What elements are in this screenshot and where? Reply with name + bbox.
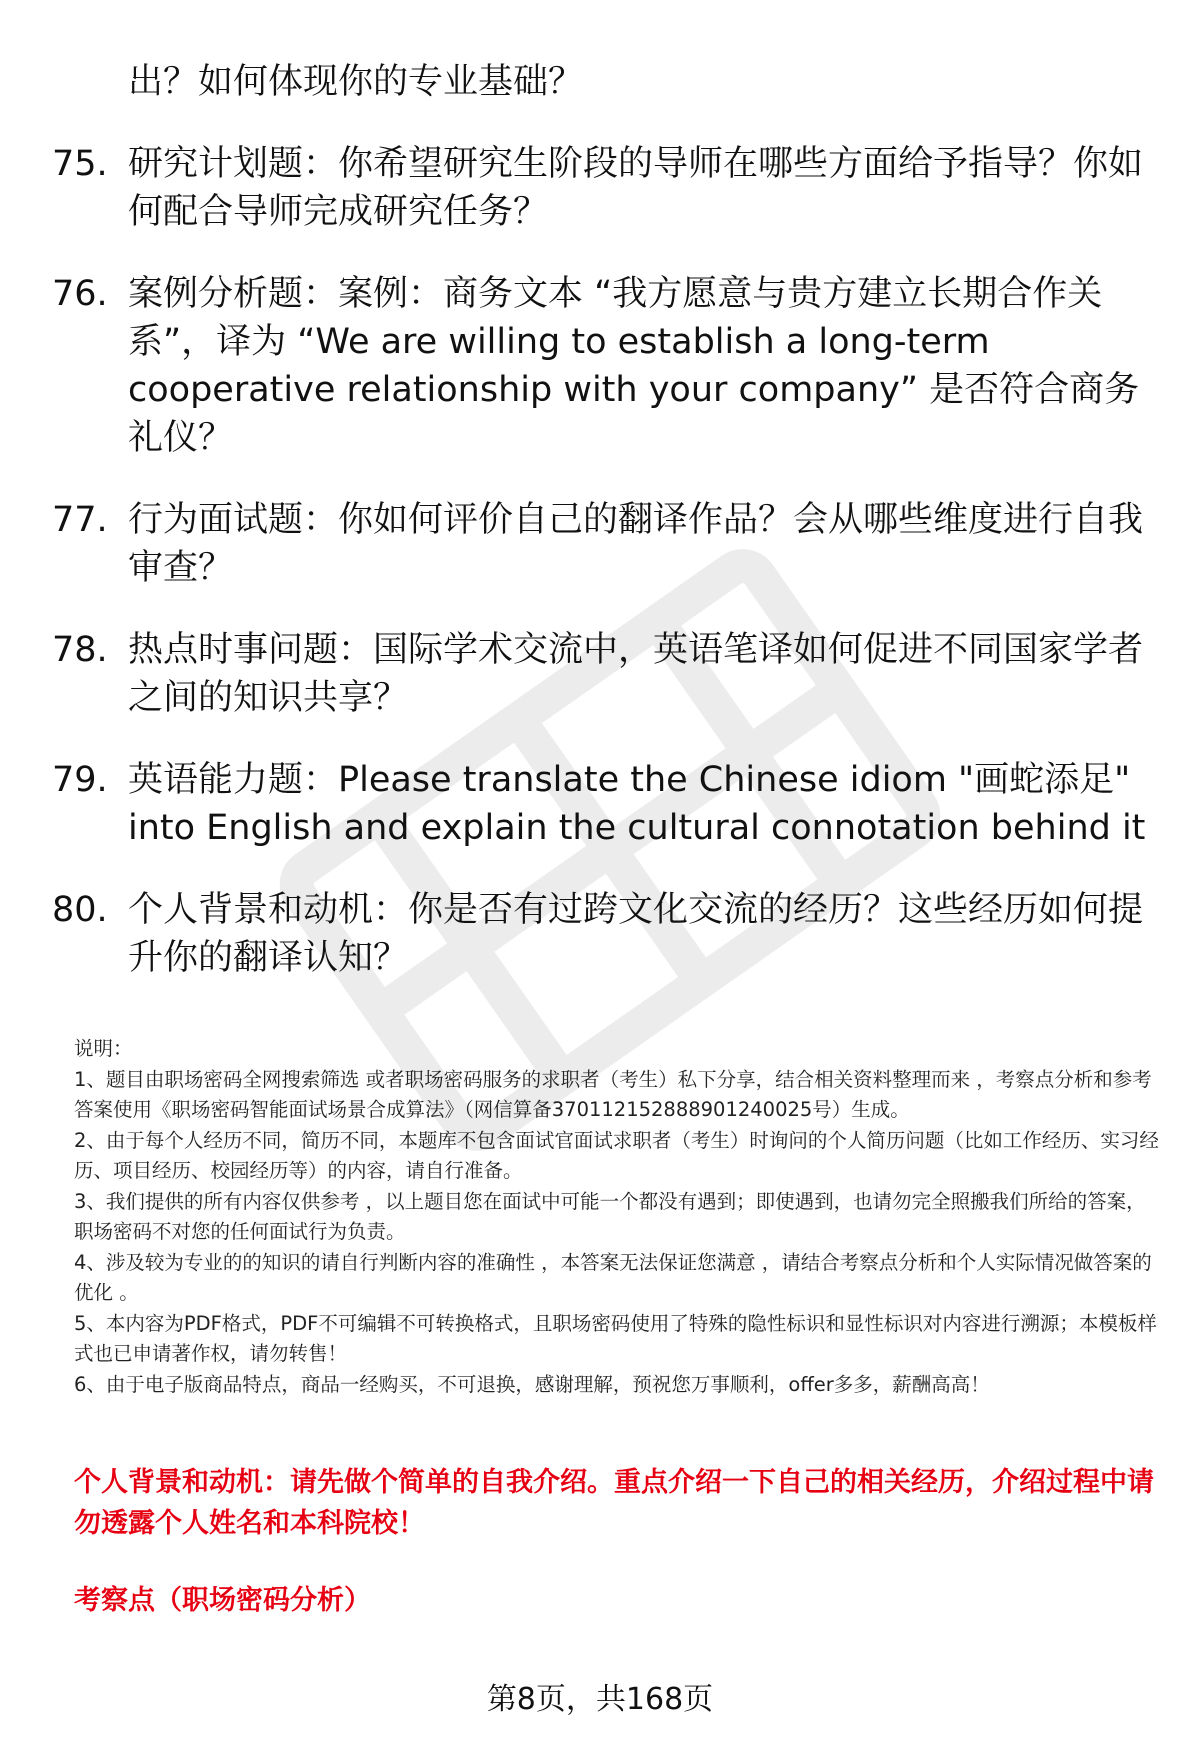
question-item [52, 140, 1162, 236]
highlight-question: 个人背景和动机：请先做个简单的自我介绍。重点介绍一下自己的相关经历，介绍过程中请勿透露个人姓名和本科院校！ [74, 1467, 1154, 1539]
question-number: 75. [52, 144, 108, 184]
page-footer: 第8页，共168页 [486, 1682, 714, 1717]
question-text: 案例分析题：案例：商务文本 “我方愿意与贵方建立长期合作关系”，译为 “We are willing to establish a long-term cooperative relationship with your company” 是否符合商务礼仪？ [128, 274, 1140, 458]
question-number: 77. [52, 500, 108, 540]
note-item: 5、本内容为PDF格式，PDF不可编辑不可转换格式，且职场密码使用了特殊的隐性标识和显性标识对内容进行溯源；本模板样式也已申请著作权，请勿转售！ [74, 1311, 1157, 1365]
note-item: 1、题目由职场密码全网搜索筛选 或者职场密码服务的求职者（考生）私下分享，结合相关资料整理而来 ，考察点分析和参考答案使用《职场密码智能面试场景合成算法》（网信算备370112152888901240025号）生成。 [74, 1067, 1152, 1121]
question-text: 个人背景和动机：你是否有过跨文化交流的经历？这些经历如何提升你的翻译认知？ [128, 890, 1144, 978]
continued-question-line: 出？如何体现你的专业基础？ [128, 62, 584, 102]
note-item: 3、我们提供的所有内容仅供参考 ，以上题目您在面试中可能一个都没有遇到；即使遇到，也请勿完全照搬我们所给的答案，职场密码不对您的任何面试行为负责。 [74, 1189, 1146, 1243]
question-item [52, 496, 1162, 592]
question-item [52, 886, 1162, 982]
exam-point-heading: 考察点（职场密码分析） [74, 1585, 371, 1616]
notes-section [74, 1034, 1164, 1400]
question-text: 英语能力题：Please translate the Chinese idiom "画蛇添足" into English and explain the cultural connotation behind it [128, 760, 1146, 848]
question-number: 76. [52, 274, 108, 314]
question-item [52, 270, 1162, 462]
question-item [52, 756, 1162, 852]
question-text: 热点时事问题：国际学术交流中，英语笔译如何促进不同国家学者之间的知识共享？ [128, 630, 1144, 718]
question-text: 研究计划题：你希望研究生阶段的导师在哪些方面给予指导？你如何配合导师完成研究任务？ [128, 144, 1144, 232]
notes-title: 说明： [74, 1037, 133, 1060]
question-text: 行为面试题：你如何评价自己的翻译作品？会从哪些维度进行自我审查？ [128, 500, 1144, 588]
note-item: 6、由于电子版商品特点，商品一经购买，不可退换，感谢理解，预祝您万事顺利，offer多多，薪酬高高！ [74, 1372, 990, 1396]
note-item: 4、涉及较为专业的的知识的请自行判断内容的准确性 ，本答案无法保证您满意 ，请结合考察点分析和个人实际情况做答案的优化 。 [74, 1250, 1152, 1304]
note-item: 2、由于每个人经历不同，简历不同，本题库不包含面试官面试求职者（考生）时询问的个人简历问题（比如工作经历、实习经历、项目经历、校园经历等）的内容，请自行准备。 [74, 1128, 1159, 1182]
question-number: 78. [52, 630, 108, 670]
question-list [52, 140, 1162, 1016]
question-item [52, 626, 1162, 722]
question-number: 79. [52, 760, 108, 800]
question-number: 80. [52, 890, 108, 930]
